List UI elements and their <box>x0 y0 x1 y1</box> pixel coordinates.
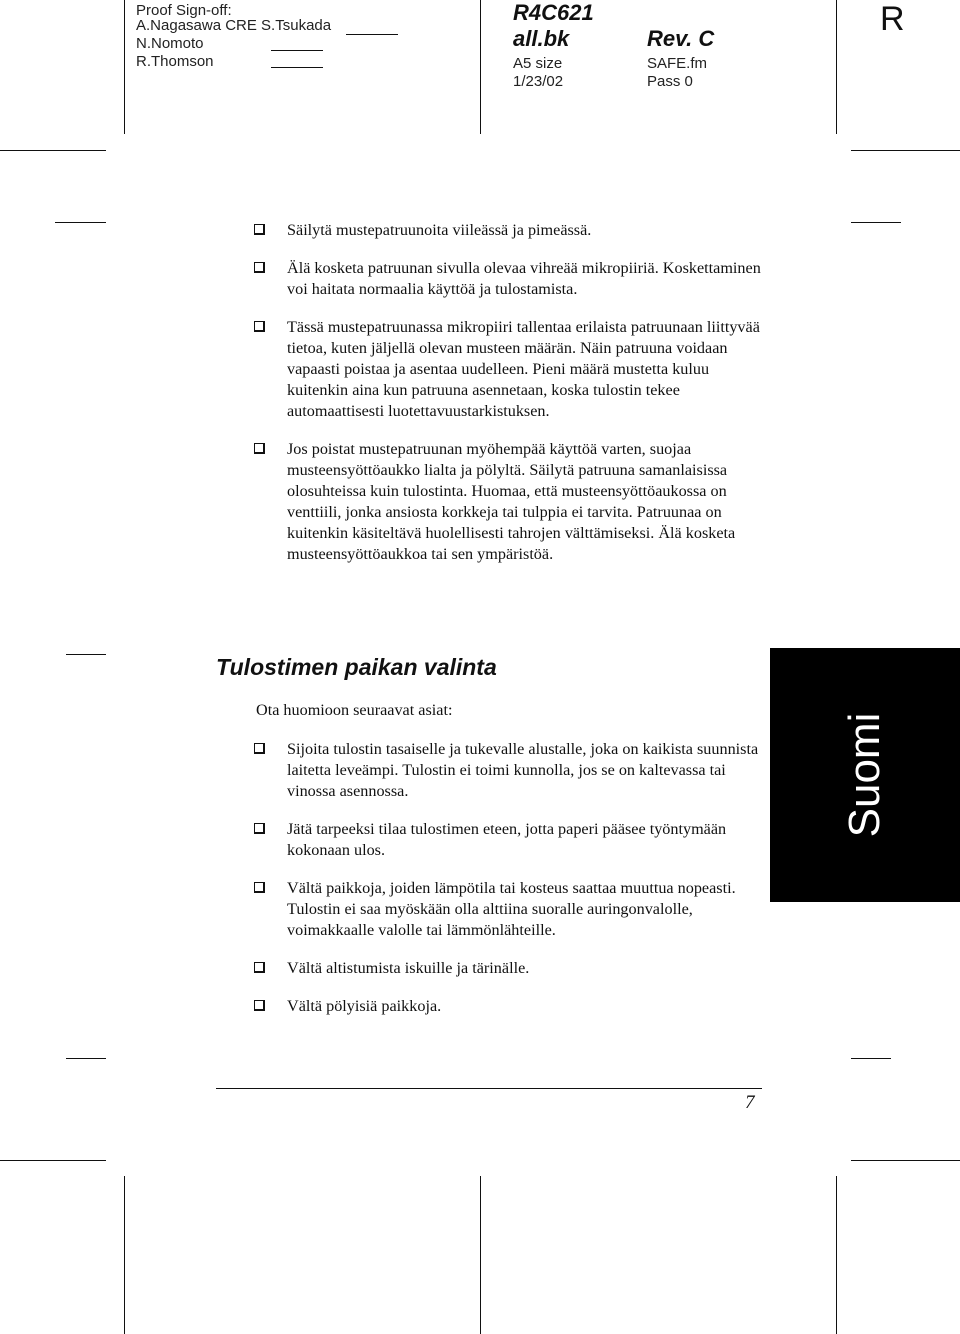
list-item <box>254 439 774 565</box>
signer-line-2: N.Nomoto <box>136 35 204 52</box>
crop-mark <box>851 1160 960 1161</box>
proof-date: 1/23/02 <box>513 73 564 90</box>
checkbox-bullet-icon <box>254 743 265 754</box>
list-item <box>254 996 774 1017</box>
list-item-text: Säilytä mustepatruunoita viileässä ja pimeässä. <box>287 221 592 239</box>
list-item <box>254 258 774 300</box>
page-number: 7 <box>745 1092 755 1113</box>
language-side-tab <box>770 648 960 902</box>
signer-line-1: A.Nagasawa CRE S.Tsukada <box>136 17 332 34</box>
list-item-text: Vältä paikkoja, joiden lämpötila tai kosteus saattaa muuttua nopeasti. Tulostin ei saa myöskään olla alttiina suoralle auringonvalolle, voimakkaalle valolle tai lämmönlähteille. <box>287 879 736 939</box>
crop-mark <box>124 0 125 134</box>
signature-line <box>346 34 398 35</box>
list-item <box>254 878 774 941</box>
crop-mark <box>836 0 837 134</box>
list-item <box>254 819 774 861</box>
crop-mark <box>836 1176 837 1334</box>
pass-number: Pass 0 <box>647 73 693 90</box>
language-tab-label: Suomi <box>840 712 889 838</box>
signer-line-3: R.Thomson <box>136 53 214 70</box>
corner-letter: R <box>880 0 905 38</box>
section-intro: Ota huomioon seuraavat asiat: <box>256 701 453 719</box>
crop-mark <box>480 1176 481 1334</box>
paper-size: A5 size <box>513 55 563 72</box>
signature-line <box>271 67 323 68</box>
list-item-text: Vältä altistumista iskuille ja tärinälle. <box>287 959 530 977</box>
crop-mark <box>851 150 960 151</box>
crop-mark <box>0 150 106 151</box>
list-item <box>254 958 774 979</box>
revision: Rev. C <box>647 26 715 51</box>
list-item-text: Tässä mustepatruunassa mikropiiri tallentaa erilaista patruunaan liittyvää tietoa, kuten jäljellä olevan musteen määrän. Näin patruuna voidaan vapaasti poistaa ja asentaa uudelleen. Pieni määrä mustetta kuluu kuitenkin aina kun patruuna asennetaan, koska tulostin tekee automaattisesti luotettavuustarkistuksen. <box>287 318 760 420</box>
list-item <box>254 739 774 802</box>
doc-code: R4C621 <box>513 0 594 25</box>
checkbox-bullet-icon <box>254 962 265 973</box>
crop-mark <box>66 1058 106 1059</box>
checkbox-bullet-icon <box>254 321 265 332</box>
footer-rule <box>216 1088 762 1089</box>
list-item-text: Jätä tarpeeksi tilaa tulostimen eteen, jotta paperi pääsee työntymään kokonaan ulos. <box>287 820 727 859</box>
list-item-text: Sijoita tulostin tasaiselle ja tukevalle alustalle, joka on kaikista suunnista laitetta leveämpi. Tulostin ei toimi kunnolla, jos se on kaltevassa tai vinossa asennossa. <box>287 740 759 800</box>
crop-mark <box>480 0 481 134</box>
list-item-text: Älä kosketa patruunan sivulla olevaa vihreää mikropiiriä. Koskettaminen voi haitata normaalia käyttöä ja tulostamista. <box>287 259 761 298</box>
placement-bullet-list <box>254 739 774 1017</box>
crop-mark <box>0 1160 106 1161</box>
list-item <box>254 317 774 422</box>
crop-mark <box>851 222 901 223</box>
crop-mark <box>55 222 106 223</box>
proof-signoff-label: Proof Sign-off: <box>136 2 232 19</box>
list-item-text: Vältä pölyisiä paikkoja. <box>287 997 442 1015</box>
checkbox-bullet-icon <box>254 882 265 893</box>
checkbox-bullet-icon <box>254 823 265 834</box>
crop-mark <box>66 654 106 655</box>
checkbox-bullet-icon <box>254 1000 265 1011</box>
storage-bullet-list <box>254 220 774 565</box>
signature-line <box>271 50 323 51</box>
file-name: all.bk <box>513 26 570 51</box>
crop-mark <box>124 1176 125 1334</box>
checkbox-bullet-icon <box>254 262 265 273</box>
crop-mark <box>851 1058 891 1059</box>
section-title: Tulostimen paikan valinta <box>216 654 497 680</box>
list-item <box>254 220 774 241</box>
list-item-text: Jos poistat mustepatruunan myöhempää käyttöä varten, suojaa musteensyöttöaukko lialta ja pölyltä. Säilytä patruuna samanlaisissa olosuhteissa kuin tulostinta. Huomaa, että musteensyöttöaukossa on venttiili, jonka ansiosta korkkeja tai tulppia ei tarvita. Patruunaa on kuitenkin käsiteltävä huolellisesti tahrojen välttämiseksi. Älä kosketa musteensyöttöaukkoa tai sen ympäristöä. <box>287 440 736 563</box>
checkbox-bullet-icon <box>254 224 265 235</box>
template-name: SAFE.fm <box>647 55 708 72</box>
checkbox-bullet-icon <box>254 443 265 454</box>
